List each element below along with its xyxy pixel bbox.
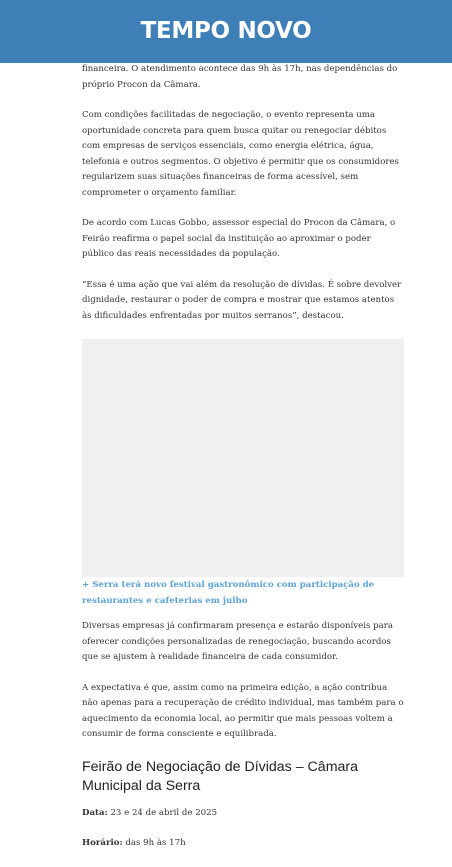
article-image-placeholder	[82, 339, 404, 577]
article-paragraph: Com condições facilitadas de negociação, o evento representa uma oportunidade concreta para quem busca quitar ou renegociar débitos com empresas de serviços essenciais, como energia elétrica, água, telefonia e outros segmentos. O objetivo é permitir que os consumidores regularizem suas situações financeiras de forma acessível, sem comprometer o orçamento familiar.	[82, 110, 399, 198]
event-date	[82, 806, 404, 822]
article-body	[82, 62, 404, 867]
related-article-link[interactable]: + Serra terá novo festival gastronômico com participação de restaurantes e cafeterias em julho	[82, 580, 375, 606]
article-paragraph: A expectativa é que, assim como na primeira edição, a ação contribua não apenas para a recuperação de crédito individual, mas também para o aquecimento da economia local, ao permitir que mais pessoas voltem a consumir de forma consciente e equilibrada.	[82, 682, 404, 739]
event-time-label: Horário:	[82, 838, 123, 848]
site-header	[0, 0, 452, 63]
article-paragraph: De acordo com Lucas Gobbo, assessor especial do Procon da Câmara, o Feirão reafirma o papel social da instituição ao aproximar o poder público das reais necessidades da população.	[82, 218, 396, 259]
event-date-value: 23 e 24 de abril de 2025	[107, 807, 218, 818]
article-quote: “Essa é uma ação que vai além da resolução de dívidas. É sobre devolver dignidade, restaurar o poder de compra e mostrar que estamos atentos às dificuldades enfrentadas por muitos serranos”, destacou.	[82, 279, 402, 321]
article-paragraph: Diversas empresas já confirmaram presença e estarão disponíveis para oferecer condições personalizadas de renegociação, buscando acordos que se ajustem à realidade financeira de cada consumidor.	[82, 621, 393, 662]
event-time	[82, 836, 404, 852]
site-logo[interactable]: TEMPO NOVO	[140, 17, 312, 44]
event-time-value: das 9h às 17h	[122, 838, 186, 848]
article-paragraph: financeira. O atendimento acontece das 9h às 17h, nas dependências do próprio Procon da Câmara.	[82, 64, 398, 90]
event-date-label: Data:	[82, 807, 108, 818]
event-section-title: Feirão de Negociação de Dívidas – Câmara Municipal da Serra	[82, 758, 359, 794]
